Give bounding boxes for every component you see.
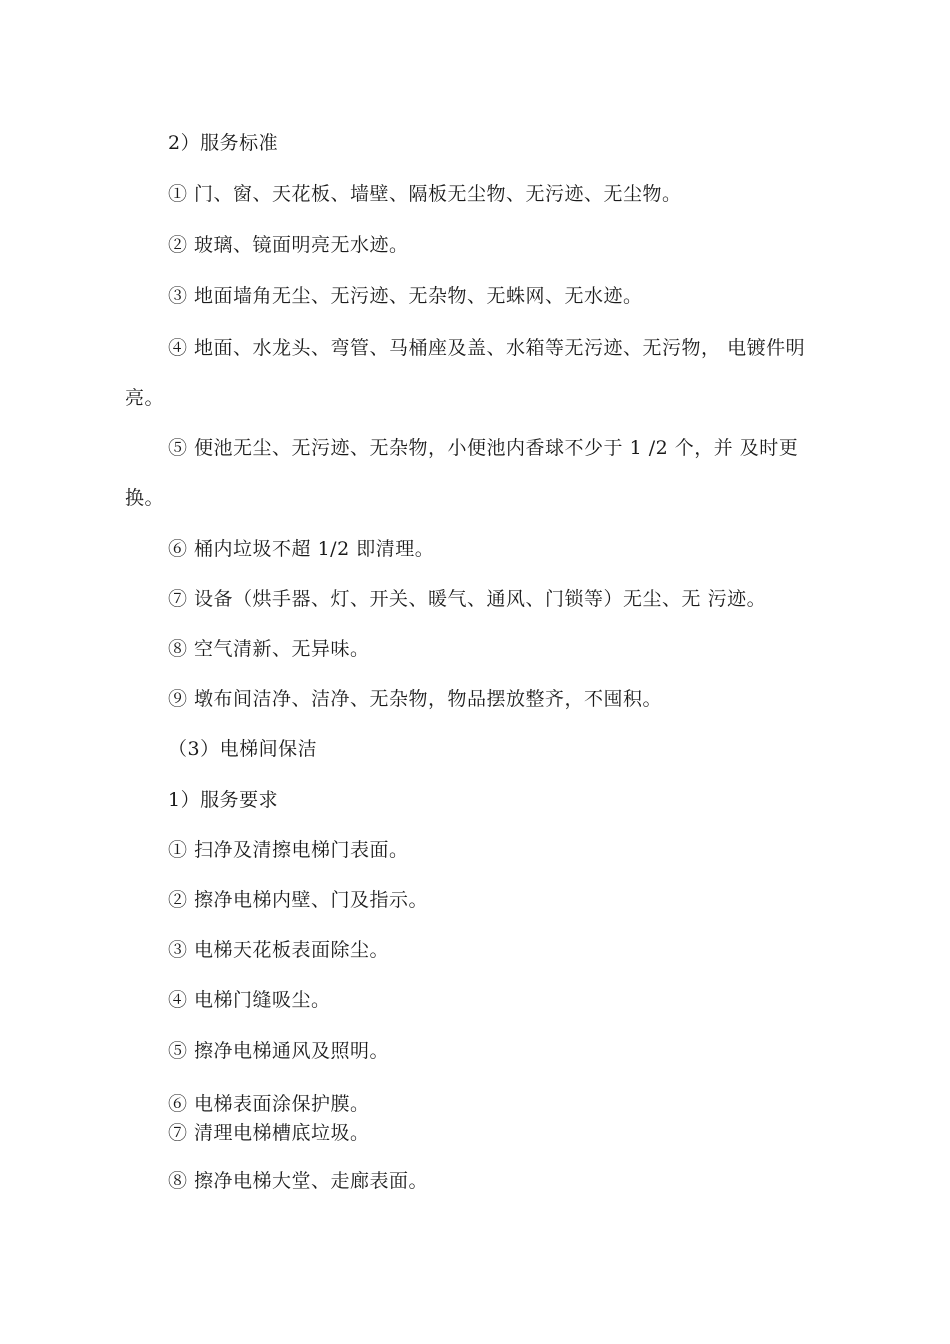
standard-item-5-continued: 换。: [125, 487, 165, 509]
standard-item-2: ② 玻璃、镜面明亮无水迹。: [168, 234, 409, 256]
requirement-item-7: ⑦ 清理电梯槽底垃圾。: [168, 1122, 370, 1144]
subsection-heading-service-standard: 2）服务标准: [168, 132, 279, 154]
requirement-item-5: ⑤ 擦净电梯通风及照明。: [168, 1040, 390, 1062]
requirement-item-3: ③ 电梯天花板表面除尘。: [168, 939, 390, 961]
standard-item-4: ④ 地面、水龙头、弯管、马桶座及盖、水箱等无污迹、无污物， 电镀件明: [168, 337, 806, 359]
standard-item-1: ① 门、窗、天花板、墙壁、隔板无尘物、无污迹、无尘物。: [168, 183, 682, 205]
standard-item-6: ⑥ 桶内垃圾不超 1/2 即清理。: [168, 538, 435, 560]
section-heading-elevator-cleaning: （3）电梯间保洁: [168, 738, 318, 760]
standard-item-8: ⑧ 空气清新、无异味。: [168, 638, 370, 660]
standard-item-4-continued: 亮。: [125, 387, 165, 409]
standard-item-9: ⑨ 墩布间洁净、洁净、无杂物，物品摆放整齐，不囤积。: [168, 688, 663, 710]
standard-item-7: ⑦ 设备（烘手器、灯、开关、暖气、通风、门锁等）无尘、无 污迹。: [168, 588, 767, 610]
standard-item-3: ③ 地面墙角无尘、无污迹、无杂物、无蛛网、无水迹。: [168, 285, 643, 307]
requirement-item-4: ④ 电梯门缝吸尘。: [168, 989, 331, 1011]
requirement-item-8: ⑧ 擦净电梯大堂、走廊表面。: [168, 1170, 429, 1192]
standard-item-5: ⑤ 便池无尘、无污迹、无杂物，小便池内香球不少于 1 /2 个，并 及时更: [168, 437, 799, 459]
subsection-heading-service-requirements: 1）服务要求: [168, 789, 279, 811]
requirement-item-2: ② 擦净电梯内壁、门及指示。: [168, 889, 429, 911]
requirement-item-1: ① 扫净及清擦电梯门表面。: [168, 839, 409, 861]
requirement-item-6: ⑥ 电梯表面涂保护膜。: [168, 1093, 370, 1115]
